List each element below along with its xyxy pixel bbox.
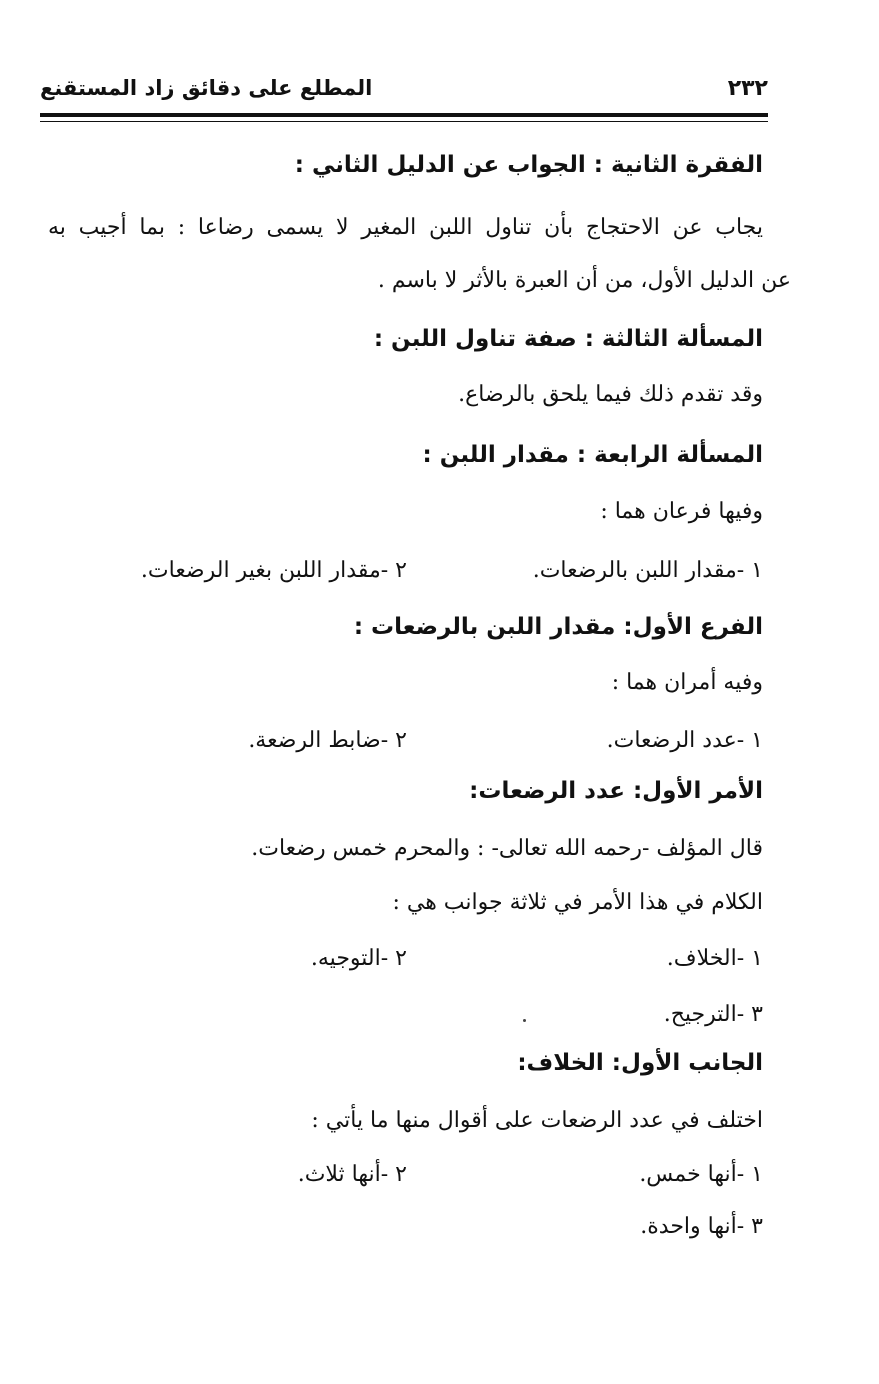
- header-rule-thick: [40, 113, 768, 117]
- page-number: ٢٣٢: [727, 76, 768, 101]
- list-item: ١ -الخلاف.: [666, 946, 763, 971]
- list-item: ٣ -أنها واحدة.: [640, 1214, 763, 1239]
- list-row: [123, 726, 763, 756]
- heading-fiqra-thaniya: الفقرة الثانية : الجواب عن الدليل الثاني :: [294, 152, 763, 178]
- paragraph-line: وقد تقدم ذلك فيما يلحق بالرضاع.: [458, 382, 763, 407]
- paragraph-line: الكلام في هذا الأمر في ثلاثة جوانب هي :: [392, 890, 763, 915]
- list-row: [123, 944, 763, 974]
- paragraph-line: يجاب عن الاحتجاج بأن تناول اللبن المغير لا يسمى رضاعا : بما أجيب به: [48, 215, 763, 240]
- heading-janib-awwal: الجانب الأول: الخلاف:: [517, 1050, 763, 1076]
- heading-amr-awwal: الأمر الأول: عدد الرضعات:: [469, 778, 763, 804]
- list-item: ٢ -أنها ثلاث.: [297, 1162, 407, 1187]
- paragraph-line: قال المؤلف -رحمه الله تعالى- : والمحرم خمس رضعات.: [251, 836, 763, 861]
- list-row: [123, 556, 763, 586]
- list-item: ٢ -مقدار اللبن بغير الرضعات.: [140, 558, 407, 583]
- list-item: ٢ -التوجيه.: [310, 946, 407, 971]
- paragraph-line: عن الدليل الأول، من أن العبرة بالأثر لا باسم .: [377, 268, 791, 293]
- paragraph-line: وفيه أمران هما :: [611, 670, 763, 695]
- paragraph-line: وفيها فرعان هما :: [600, 499, 763, 524]
- list-item: ١ -عدد الرضعات.: [606, 728, 763, 753]
- heading-masala-rabia: المسألة الرابعة : مقدار اللبن :: [422, 442, 763, 468]
- paragraph-line: اختلف في عدد الرضعات على أقوال منها ما يأتي :: [311, 1108, 763, 1133]
- list-item: ٢ -ضابط الرضعة.: [248, 728, 407, 753]
- running-title: المطلع على دقائق زاد المستقنع: [40, 76, 373, 100]
- scan-speck: [523, 1019, 526, 1022]
- header-rule-thin: [40, 121, 768, 122]
- list-row: [123, 1160, 763, 1190]
- list-item: ١ -أنها خمس.: [639, 1162, 763, 1187]
- list-item: ١ -مقدار اللبن بالرضعات.: [532, 558, 763, 583]
- list-item: ٣ -الترجيح.: [663, 1002, 763, 1027]
- heading-far-awwal: الفرع الأول: مقدار اللبن بالرضعات :: [353, 614, 763, 640]
- heading-masala-thalitha: المسألة الثالثة : صفة تناول اللبن :: [373, 326, 763, 352]
- page-header: [40, 72, 768, 116]
